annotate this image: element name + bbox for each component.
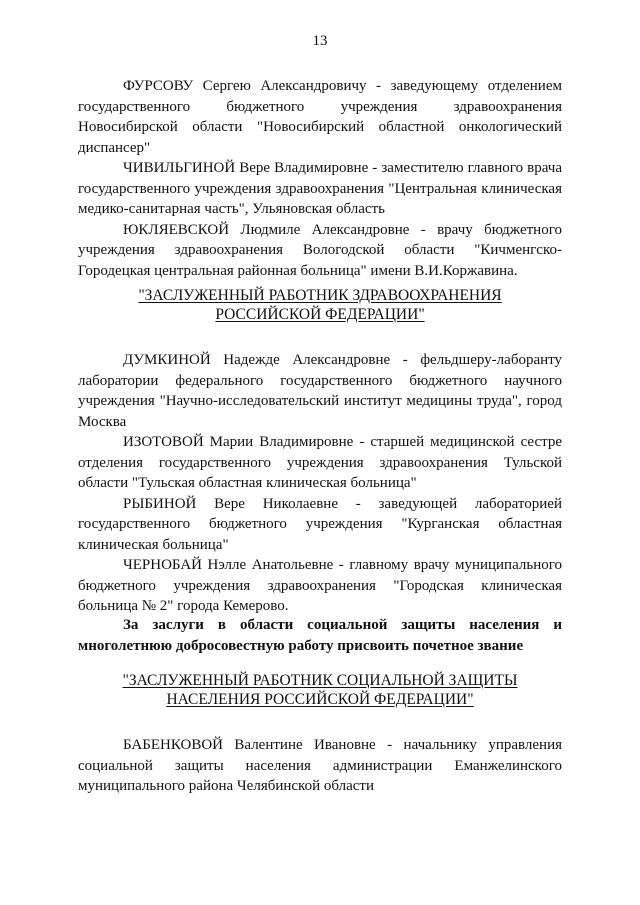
- award-entry: ФУРСОВУ Сергею Александровичу - заведующему отделением государственного бюджетного учреждения здравоохранения Новосибирской области "Новосибирский областной онкологический диспансер": [78, 78, 562, 156]
- honorary-title-social-protection: [78, 671, 562, 709]
- award-entry: ЧИВИЛЬГИНОЙ Вере Владимировне - заместителю главного врача государственного учреждения здравоохранения "Центральная клиническая медико-санитарная часть", Ульяновская область: [78, 160, 562, 217]
- honorary-title-line: НАСЕЛЕНИЯ РОССИЙСКОЙ ФЕДЕРАЦИИ": [166, 691, 474, 708]
- award-entry: РЫБИНОЙ Вере Николаевне - заведующей лабораторией государственного бюджетного учреждения "Курганская областная клиническая больница": [78, 495, 562, 553]
- decree-paragraph: [78, 615, 562, 656]
- page-number: 13: [312, 33, 328, 49]
- decree-text: За заслуги в области социальной защиты населения и многолетнюю добросовестную работу присвоить почетное звание: [78, 617, 562, 654]
- honorary-title-line: РОССИЙСКОЙ ФЕДЕРАЦИИ": [215, 306, 425, 323]
- award-entry: ЮКЛЯЕВСКОЙ Людмиле Александровне - врачу бюджетного учреждения здравоохранения Вологодской области "Кичменгско-Городецкая центральная районная больница" имени В.И.Коржавина.: [78, 221, 562, 279]
- award-entry: БАБЕНКОВОЙ Валентине Ивановне - начальнику управления социальной защиты населения администрации Еманжелинского муниципального района Челябинской области: [78, 737, 562, 794]
- award-list-section-3: [78, 735, 562, 797]
- award-list-section-1: [78, 76, 562, 281]
- award-list-section-2: [78, 350, 562, 617]
- award-entry: ИЗОТОВОЙ Марии Владимировне - старшей медицинской сестре отделения государственного учреждения здравоохранения Тульской области "Тульская областная клиническая больница": [78, 434, 562, 491]
- honorary-title-line: "ЗАСЛУЖЕННЫЙ РАБОТНИК ЗДРАВООХРАНЕНИЯ: [138, 287, 502, 304]
- honorary-title-line: "ЗАСЛУЖЕННЫЙ РАБОТНИК СОЦИАЛЬНОЙ ЗАЩИТЫ: [122, 672, 518, 689]
- award-entry: ЧЕРНОБАЙ Нэлле Анатольевне - главному врачу муниципального бюджетного учреждения здравоохранения "Городская клиническая больница № 2" города Кемерово.: [78, 557, 562, 614]
- award-entry: ДУМКИНОЙ Надежде Александровне - фельдшеру-лаборанту лаборатории федерального государственного бюджетного научного учреждения "Научно-исследовательский институт медицины труда", город Москва: [78, 352, 562, 430]
- honorary-title-healthcare: [78, 286, 562, 324]
